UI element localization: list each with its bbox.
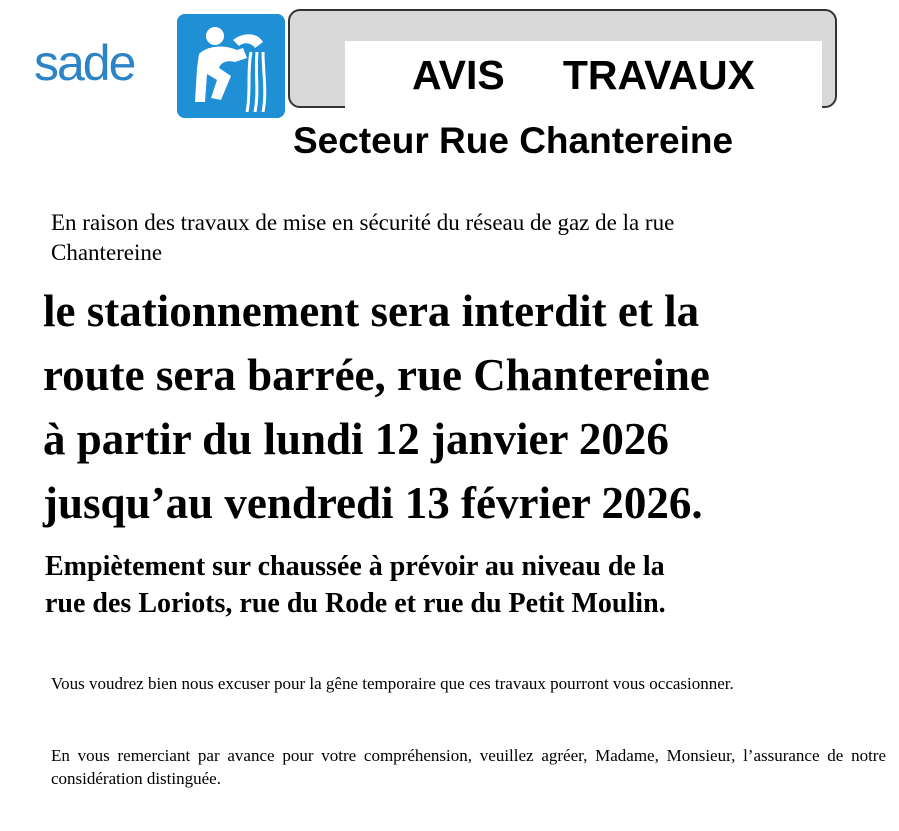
notice-line: jusqu’au vendredi 13 février 2026. (43, 478, 703, 528)
notice-title: AVIS TRAVAUX (345, 41, 822, 110)
sector-subtitle: Secteur Rue Chantereine (293, 120, 734, 161)
main-notice (43, 279, 883, 535)
intro-line: Chantereine (51, 240, 163, 265)
intro-paragraph (51, 208, 881, 268)
encroachment-line: Empiètement sur chaussée à prévoir au niveau de la (45, 551, 665, 582)
notice-line: le stationnement sera interdit et la (43, 286, 700, 336)
encroachment-line: rue des Loriots, rue du Rode et rue du Petit Moulin. (45, 588, 666, 619)
encroachment-notice (45, 548, 875, 622)
sade-logo-text: sade (34, 35, 135, 91)
notice-line: à partir du lundi 12 janvier 2026 (43, 414, 669, 464)
closing-paragraph: En vous remerciant par avance pour votre compréhension, veuillez agréer, Madame, Monsieur, l’assurance de notre considération distinguée. (51, 746, 886, 788)
intro-line: En raison des travaux de mise en sécurité du réseau de gaz de la rue (51, 210, 675, 235)
title-frame (288, 9, 837, 108)
sade-logo-icon (177, 14, 285, 118)
apology-paragraph: Vous voudrez bien nous excuser pour la gêne temporaire que ces travaux pourront vous occasionner. (51, 674, 734, 693)
notice-line: route sera barrée, rue Chantereine (43, 350, 710, 400)
